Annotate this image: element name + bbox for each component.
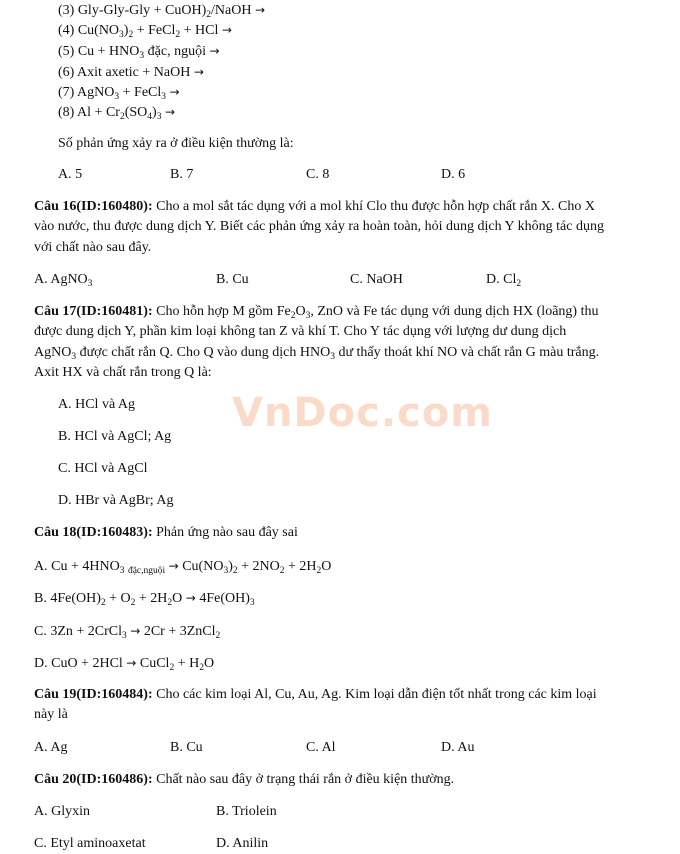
q15-item-8: (8) $Al + Cr_2(SO_4)_3$ → [58,105,175,122]
q15-item-4: (4) $Cu(NO_3)_2$ + FeCl$_2$ + HCl → [58,23,232,40]
q15-option-b[interactable]: B. 7 [170,167,194,182]
q20-option-a[interactable]: A. Glyxin [34,804,90,819]
q15-item-5: (5) $Cu + HNO_3$ đặc, nguội → [58,44,220,61]
q19-text-line2: này là [34,707,68,722]
q18-option-b[interactable]: B. $4Fe(OH)_2 + O_2 + 2H_2O \to 4Fe(OH)_3$ [34,591,255,608]
q18-text: Câu 18(ID:160483): Phản ứng nào sau đây sai [34,525,298,540]
watermark: VnDoc.com [232,390,493,436]
q16-text-line2: vào nước, thu được dung dịch Y. Biết các phản ứng xảy ra hoàn toàn, hỏi dung dịch Y không tác dụng [34,219,604,234]
q16-option-c[interactable]: C. NaOH [350,272,403,287]
q19-label: Câu 19(ID:160484): [34,687,153,702]
q16-text-line3: với chất nào sau đây. [34,240,152,255]
q15-item-6: (6) Axit axetic + NaOH → [58,65,204,80]
q15-item-7: (7) AgNO$_3$ + FeCl$_3$ → [58,85,180,102]
q20-option-b[interactable]: B. Triolein [216,804,277,819]
q17-option-d[interactable]: D. HBr và AgBr; Ag [58,493,174,508]
q19-option-b[interactable]: B. Cu [170,740,203,755]
q15-option-d[interactable]: D. 6 [441,167,466,182]
q17-option-c[interactable]: C. HCl và AgCl [58,461,148,476]
q20-option-d[interactable]: D. Anilin [216,836,269,851]
q17-label: Câu 17(ID:160481): [34,304,153,319]
q16-option-b[interactable]: B. Cu [216,272,249,287]
q18-option-a[interactable]: A. $Cu + 4HNO_3$ $_{đặc,nguội} \to Cu(NO_3)_2 + 2NO_2 + 2H_2O$ [34,559,332,576]
q18-option-c[interactable]: C. 3Zn + 2CrCl$_3$ → 2Cr + 3ZnCl$_2$ [34,624,221,641]
q17-option-a[interactable]: A. HCl và Ag [58,397,135,412]
q17-text-line3: AgNO$_3$ được chất rắn Q. Cho Q vào dung dịch $HNO_3$ dư thấy thoát khí NO và chất rắn G màu trắng. [34,345,600,362]
q20-label: Câu 20(ID:160486): [34,772,153,787]
q16-text-line1: Câu 16(ID:160480): Cho a mol sắt tác dụng với a mol khí Clo thu được hỗn hợp chất rắn X. Cho X [34,199,595,214]
q20-option-c[interactable]: C. Etyl aminoaxetat [34,836,146,851]
q16-option-d[interactable]: D. $Cl_2$ [486,272,522,289]
q19-option-c[interactable]: C. Al [306,740,336,755]
q17-text-line4: Axit HX và chất rắn trong Q là: [34,365,212,380]
q15-prompt: Số phản ứng xảy ra ở điều kiện thường là: [58,136,294,151]
q19-option-d[interactable]: D. Au [441,740,475,755]
q20-text: Câu 20(ID:160486): Chất nào sau đây ở trạng thái rắn ở điều kiện thường. [34,772,455,787]
q17-text-line2: được dung dịch Y, phần kim loại không tan Z và khí T. Cho Y tác dụng với lượng dư dung dịch [34,324,567,339]
q18-option-d[interactable]: D. CuO + 2HCl → CuCl$_2$ + $H_2O$ [34,656,215,673]
q17-text-line1: Câu 17(ID:160481): Cho hỗn hợp M gồm $Fe_2O_3$, ZnO và Fe tác dụng với dung dịch HX (loãng) thu [34,304,599,321]
q16-option-a[interactable]: A. AgNO$_3$ [34,272,93,289]
q15-option-a[interactable]: A. 5 [58,167,83,182]
q15-option-c[interactable]: C. 8 [306,167,330,182]
q19-text-line1: Câu 19(ID:160484): Cho các kim loại Al, Cu, Au, Ag. Kim loại dẫn điện tốt nhất trong các kim loại [34,687,597,702]
q17-option-b[interactable]: B. HCl và AgCl; Ag [58,429,172,444]
q15-item-3: (3) $Gly-Gly-Gly + CuOH)_2$/NaOH → [58,3,266,20]
q19-option-a[interactable]: A. Ag [34,740,68,755]
q18-label: Câu 18(ID:160483): [34,525,153,540]
q16-label: Câu 16(ID:160480): [34,199,153,214]
